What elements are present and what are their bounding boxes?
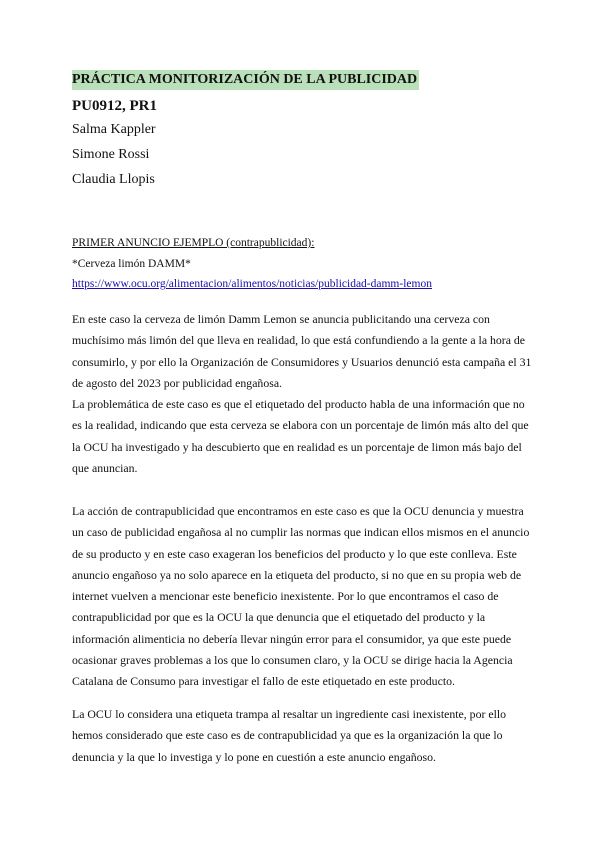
author-name: Claudia Llopis bbox=[72, 172, 155, 187]
course-code: PU0912, PR1 bbox=[72, 98, 157, 114]
paragraph: La problemática de este caso es que el etiquetado del producto habla de una información que no es la realidad, indicando que esta cerveza se elabora con un porcentaje de limón más alto del que la OCU ha investigado y ha descubierto que en realidad es un porcentaje de limon más bajo del que anuncian. bbox=[72, 397, 529, 475]
source-link[interactable]: https://www.ocu.org/alimentacion/alimentos/noticias/publicidad-damm-lemon bbox=[72, 278, 432, 290]
paragraph: La OCU lo considera una etiqueta trampa al resaltar un ingrediente casi inexistente, por ello hemos considerado que este caso es de contrapublicidad ya que es la organización la que lo denuncia y la que lo investiga y lo pone en cuestión a este anuncio engañoso. bbox=[72, 707, 507, 764]
example-heading: PRIMER ANUNCIO EJEMPLO (contrapublicidad): bbox=[72, 237, 315, 249]
author-name: Salma Kappler bbox=[72, 122, 156, 137]
paragraph: En este caso la cerveza de limón Damm Lemon se anuncia publicitando una cerveza con muchísimo más limón del que lleva en realidad, lo que está confundiendo a la gente a la hora de consumirlo, y por ello la Organización de Consumidores y Usuarios denunció esta campaña el 31 de agosto del 2023 por publicidad engañosa. bbox=[72, 312, 532, 390]
document-title: PRÁCTICA MONITORIZACIÓN DE LA PUBLICIDAD bbox=[72, 70, 419, 90]
example-product: *Cerveza limón DAMM* bbox=[72, 258, 191, 270]
paragraph: La acción de contrapublicidad que encontramos en este caso es que la OCU denuncia y muestra un caso de publicidad engañosa al no cumplir las normas que indican ellos mismos en el anuncio de su producto y en este caso exageran los beneficios del producto y lo que este conlleva. Este anuncio engañoso ya no solo aparece en la etiqueta del producto, si no que en su propia web de internet vuelven a mencionar este beneficio inexistente. Por lo que encontramos el caso de contrapublicidad por que es la OCU la que denuncia que el etiquetado del producto y la información alimenticia no debería llevar ningún error para el consumidor, ya que este puede ocasionar graves problemas a los que lo consumen claro, y la OCU se dirige hacia la Agencia Catalana de Consumo para investigar el fallo de este etiquetado en este producto. bbox=[72, 504, 530, 689]
author-name: Simone Rossi bbox=[72, 147, 150, 162]
